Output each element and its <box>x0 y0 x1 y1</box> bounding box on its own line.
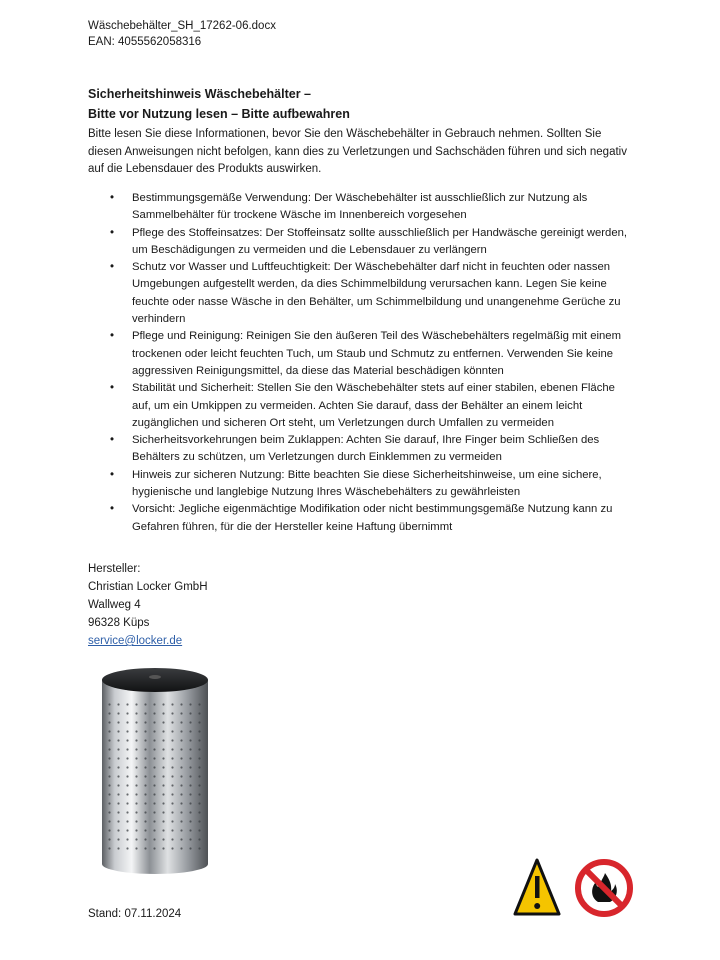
warning-triangle-icon <box>515 860 559 914</box>
list-item: • Pflege des Stoffeinsatzes: Der Stoffeinsatz sollte ausschließlich per Handwäsche gereinigt werden, um Beschädigungen zu vermeiden und die Lebensdauer zu verlängern <box>88 225 636 260</box>
list-item: • Pflege und Reinigung: Reinigen Sie den äußeren Teil des Wäschebehälters regelmäßig mit einem trockenen oder leicht feuchten Tuch, um Staub und Schmutz zu entfernen. Verwenden Sie keine aggressiven Reinigungsmittel, da diese das Material beschädigen könnten <box>88 328 636 380</box>
no-open-flame-icon <box>578 862 630 914</box>
document-title <box>88 84 648 124</box>
manufacturer-street: Wallweg 4 <box>88 599 141 611</box>
manufacturer-block <box>88 560 208 650</box>
laundry-bin-image <box>96 664 214 878</box>
title-line-1: Sicherheitshinweis Wäschebehälter – <box>88 87 311 101</box>
file-name: Wäschebehälter_SH_17262-06.docx <box>88 20 276 32</box>
list-item: • Sicherheitsvorkehrungen beim Zuklappen: Achten Sie darauf, Ihre Finger beim Schließen des Behälters zu schützen, um Verletzungen durch Einklemmen zu vermeiden <box>88 432 636 467</box>
list-item: • Schutz vor Wasser und Luftfeuchtigkeit: Der Wäschebehälter darf nicht in feuchten oder nassen Umgebungen aufgestellt werden, da dies Schimmelbildung verursachen kann. Legen Sie keine feuchte oder nasse Wäsche in den Behälter, um Schimmelbildung und unangenehme Gerüche zu verhindern <box>88 259 636 328</box>
list-item: • Stabilität und Sicherheit: Stellen Sie den Wäschebehälter stets auf einer stabilen, ebenen Fläche auf, um ein Umkippen zu vermeiden. Achten Sie darauf, dass der Behälter an einem leicht zugänglichen und sicheren Ort steht, um Verletzungen durch Umfallen zu vermeiden <box>88 380 636 432</box>
manufacturer-name: Christian Locker GmbH <box>88 581 208 593</box>
ean-code: EAN: 4055562058316 <box>88 36 202 48</box>
list-item: • Hinweis zur sicheren Nutzung: Bitte beachten Sie diese Sicherheitshinweise, um eine sichere, hygienische und langlebige Nutzung Ihres Wäschebehälters zu gewährleisten <box>88 467 636 502</box>
document-meta <box>88 18 276 50</box>
document-date: Stand: 07.11.2024 <box>88 908 182 920</box>
title-line-2: Bitte vor Nutzung lesen – Bitte aufbewahren <box>88 107 350 121</box>
safety-signs <box>513 856 633 920</box>
list-item: • Bestimmungsgemäße Verwendung: Der Wäschebehälter ist ausschließlich zur Nutzung als Sammelbehälter für trockene Wäsche im Innenbereich vorgesehen <box>88 190 636 225</box>
list-item: • Vorsicht: Jegliche eigenmächtige Modifikation oder nicht bestimmungsgemäße Nutzung kann zu Gefahren führen, für die der Hersteller keine Haftung übernimmt <box>88 501 636 536</box>
manufacturer-label: Hersteller: <box>88 563 141 575</box>
manufacturer-city: 96328 Küps <box>88 617 150 629</box>
manufacturer-email-link[interactable]: service@locker.de <box>88 635 183 647</box>
intro-paragraph: Bitte lesen Sie diese Informationen, bevor Sie den Wäschebehälter in Gebrauch nehmen. Sollten Sie diesen Anweisungen nicht befolgen, kann dies zu Verletzungen und Sachschäden führen und sich negativ auf die Lebensdauer des Produkts auswirken. <box>88 128 627 175</box>
safety-rules-list <box>88 190 636 536</box>
